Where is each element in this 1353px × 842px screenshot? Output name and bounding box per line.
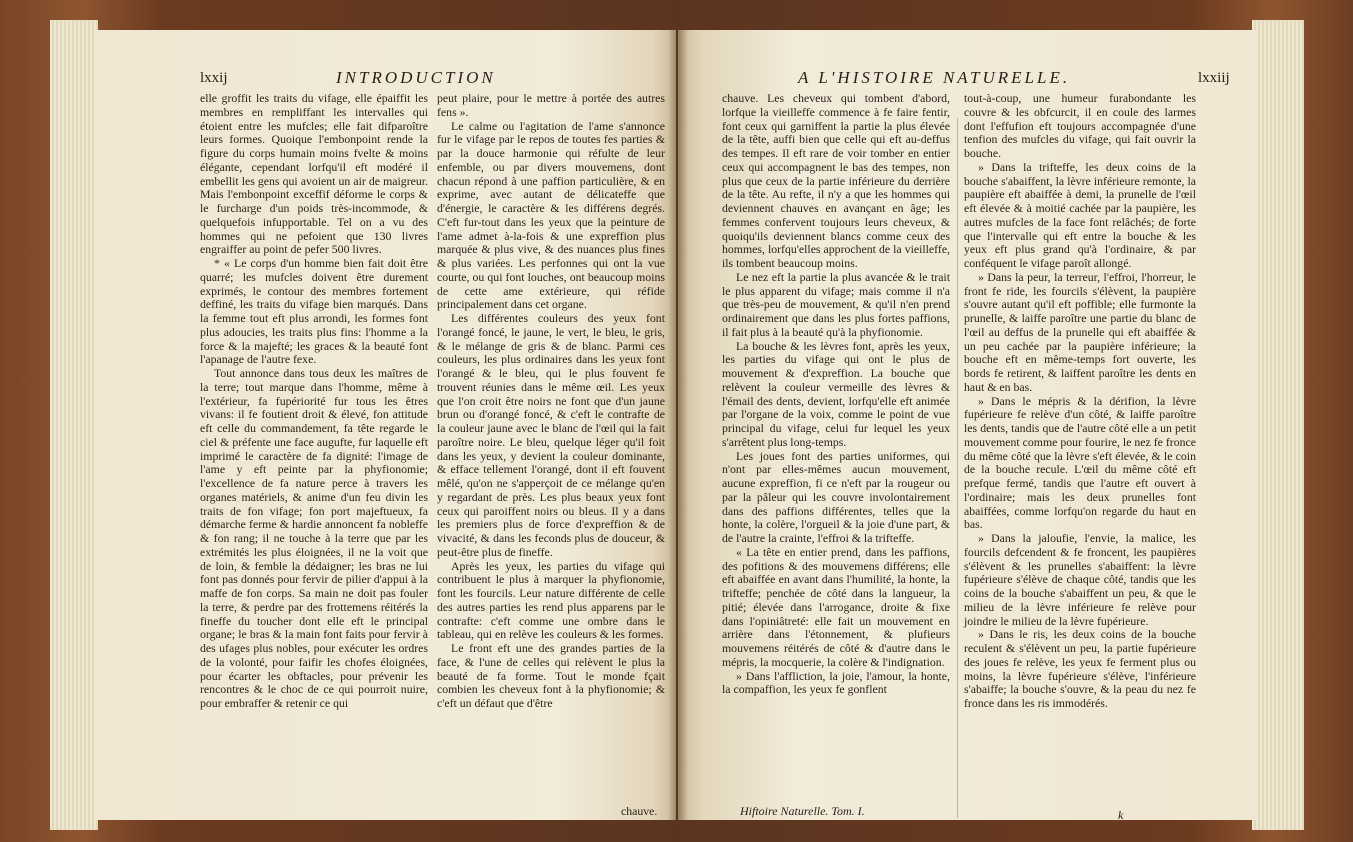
paragraph: * « Le corps d'un homme bien fait doit être quarré; les mufcles doivent être durement exprimés, le contour des membres fortement deffiné, les traits du vifage bien marqués. Dans la femme tout eft plus arrondi, les formes font plus adoucies, les traits plus fins: l'homme a la force & la majefté; les graces & la beauté font l'apanage de l'autre fexe. <box>200 256 428 367</box>
paragraph: » Dans la jaloufie, l'envie, la malice, les fourcils defcendent & fe froncent, les paupières s'élèvent & les prunelles s'abaiffent: la lèvre fupérieure s'élève de chaque côté, tandis que les coins de la bouche s'abaiffent un peu, & que le milieu de la lèvre inférieure fe relève pour joindre le milieu de la lèvre fupérieure. <box>964 531 1196 628</box>
paragraph: » Dans la peur, la terreur, l'effroi, l'horreur, le front fe ride, les fourcils s'élèvent, la paupière s'ouvre autant qu'il eft poffible; elle furmonte la prunelle, & laiffe paroître une partie du blanc de l'œil au deffus de la prunelle qui eft abaiffée & un peu cachée par la paupière inférieure; la bouche eft en même-temps fort ouverte, les bords fe retirent, & laiffent paroître les dents en haut & en bas. <box>964 269 1196 394</box>
left-running-head: INTRODUCTION <box>336 68 496 87</box>
page-edges-right <box>1252 20 1304 830</box>
left-column-1 <box>200 92 428 711</box>
right-folio: lxxiij <box>1198 70 1230 86</box>
column-rule <box>957 118 958 818</box>
paragraph: » Dans le mépris & la dérifion, la lèvre fupérieure fe relève d'un côté, & laiffe paroître les dents, tandis que de l'autre côté elle a un petit mouvement comme pour fourire, le nez fe fronce du même côté que la lèvre s'eft élevée, & le coin de la bouche recule. L'œil du même côté eft prefque fermé, tandis que l'autre eft ouvert à l'ordinaire; mais les deux prunelles font abaiffées, comme lorfqu'on regarde du haut en bas. <box>964 393 1196 532</box>
paragraph: elle groffit les traits du vifage, elle épaiffit les membres en rempliffant les intervalles qui étoient entre les mufcles; elle fait difparoître leurs formes. Quoique l'embonpoint rende la figure du corps humain moins fvelte & moins élégante, cependant lorfqu'il eft modéré il embellit les gens qui avoient un air de maigreur. Mais l'embonpoint exceffif déforme le corps & le furcharge d'un poids très-incommode, & quelquefois infupportable. Tel on a vu des hommes qui ne pefoient que 130 livres engraiffer au point de pefer 500 livres. <box>200 91 428 257</box>
paragraph: Après les yeux, les parties du vifage qui contribuent le plus à marquer la phyfionomie, font les fourcils. Leur nature différente de celle des autres parties les rend plus apparens par le contrafte: c'eft comme une ombre dans le tableau, qui en relève les couleurs & les formes. <box>437 558 665 642</box>
right-column-2 <box>964 92 1196 711</box>
right-column-1 <box>722 92 950 697</box>
paragraph: Les différentes couleurs des yeux font l'orangé foncé, le jaune, le vert, le bleu, le gris, & le mélange de gris & de blanc. Parmi ces couleurs, les plus ordinaires dans les yeux font l'orangé & le bleu, qui le plus fouvent fe trouvent réunies dans le même œil. Les yeux que l'on croit être noirs ne font que d'un jaune brun ou d'orangé foncé, & c'eft le contrafte de la couleur jaune avec le blanc de l'œil qui la fait paroître noire. Le bleu, quelque léger qu'il foit dans les yeux, y devient la couleur dominante, & efface tellement l'orangé, dont il eft fouvent mêlé, qu'on ne s'apperçoit de ce mélange qu'en y regardant de près. Les plus beaux yeux font ceux qui paroiffent noirs ou bleus. Il y a dans les premiers plus de force d'expreffion & de vivacité, & dans les feconds plus de douceur, & peut-être plus de fineffe. <box>437 311 665 559</box>
left-column-2 <box>437 92 665 711</box>
paragraph: Les joues font des parties uniformes, qui n'ont par elles-mêmes aucun mouvement, aucune expreffion, fi ce n'eft par la rougeur ou par la pâleur qui les couvre involontairement dans des paffions différentes, telles que la honte, la colère, l'orgueil & la joie d'une part, & de l'autre la crainte, l'effroi & la trifteffe. <box>722 448 950 545</box>
page-edges-left <box>50 20 98 830</box>
catchword: chauve. <box>621 804 658 818</box>
left-page <box>96 30 676 820</box>
paragraph: tout-à-coup, une humeur furabondante les couvre & les obfcurcit, il en coule des larmes dont l'effufion eft toujours accompagnée d'une tenfion des mufcles du vifage, qui fait ouvrir la bouche. <box>964 91 1196 160</box>
paragraph: chauve. Les cheveux qui tombent d'abord, lorfque la vieilleffe commence à fe faire fentir, font ceux qui garniffent la partie la plus élevée de la tête, auffi bien que celle qui eft au-deffus des tempes. Il eft rare de voir tomber en entier ceux qui accompagnent le bas des tempes, non plus que ceux de la partie inférieure du derrière de la tête. Au refte, il n'y a que les hommes qui deviennent chauves en avançant en âge; les femmes confervent toujours leurs cheveux, & quoiqu'ils deviennent blancs comme ceux des hommes, lorfqu'elles approchent de la vieilleffe, ils tombent beaucoup moins. <box>722 91 950 270</box>
paragraph: Le front eft une des grandes parties de la face, & l'une de celles qui relèvent le plus la beauté de fa forme. Tout le monde fçait combien les cheveux font à la phyfionomie; & c'eft un défaut que d'être <box>437 641 665 710</box>
right-running-head: A L'HISTOIRE NATURELLE. <box>798 68 1071 87</box>
paragraph: » Dans la trifteffe, les deux coins de la bouche s'abaiffent, la lèvre inférieure remonte, la paupière eft abaiffée à demi, la prunelle de l'œil eft élevée & à moitié cachée par la paupière, les autres mufcles de la face font relâchés; de forte que l'intervalle qui eft entre la bouche & les yeux eft plus grand qu'à l'ordinaire, & par conféquent le vifage paroît allongé. <box>964 159 1196 270</box>
paragraph: Le calme ou l'agitation de l'ame s'annonce fur le vifage par le repos de toutes fes parties & par la douce harmonie qui réfulte de leur enfemble, ou par divers mouvemens, dont chacun répond à une paffion particulière, & en exprime, avec autant de délicateffe que d'énergie, le caractère & les différens degrés. C'eft fur-tout dans les yeux que la peinture de l'ame admet à-la-fois & une expreffion plus marquée & plus vive, & des nuances plus fines & plus variées. Les perfonnes qui ont la vue courte, ou qui font louches, ont beaucoup moins de cette ame extérieure, qui réfide principalement dans cet organe. <box>437 118 665 312</box>
signature-mark: k <box>1118 808 1124 820</box>
right-page <box>678 30 1256 820</box>
book-gutter <box>668 30 688 820</box>
paragraph: Tout annonce dans tous deux les maîtres de la terre; tout marque dans l'homme, même à l'extérieur, fa fupériorité fur tous les êtres vivans: il fe foutient droit & élevé, fon attitude eft celle du commandement, fa tête regarde le ciel & préfente une face augufte, fur laquelle eft imprimé le caractère de fa dignité: l'image de l'ame y eft peinte par la phyfionomie; l'excellence de fa nature perce à travers les organes matériels, & anime d'un feu divin les traits de fon vifage; fon port majeftueux, fa démarche ferme & hardie annoncent fa nobleffe & fon rang; il ne touche à la terre que par les extrémités les plus éloignées, il ne la voit que de loin, & femble la dédaigner; les bras ne lui font pas donnés pour fervir de pilier d'appui à la maffe de fon corps. Sa main ne doit pas fouler la terre, & perdre par des frottemens réitérés la fineffe du toucher dont elle eft le principal organe; le bras & la main font faits pour fervir à des ufages plus nobles, pour exécuter les ordres de la volonté, pour faifir les chofes éloignées, pour écarter les obftacles, pour prévenir les rencontres & le choc de ce qui pourroit nuire, pour embraffer & retenir ce qui <box>200 366 428 710</box>
paragraph: » Dans le ris, les deux coins de la bouche reculent & s'élèvent un peu, la partie fupérieure des joues fe relève, les yeux fe ferment plus ou moins, la lèvre fupérieure s'élève, l'inférieure s'abaiffe; la bouche s'ouvre, & la peau du nez fe fronce dans les ris immodérés. <box>964 627 1196 710</box>
paragraph: » Dans l'affliction, la joie, l'amour, la honte, la compaffion, les yeux fe gonflent <box>722 668 950 697</box>
page-footer: Hiftoire Naturelle. Tom. I. <box>740 804 865 818</box>
paragraph: peut plaire, pour le mettre à portée des autres fens ». <box>437 91 665 119</box>
paragraph: Le nez eft la partie la plus avancée & le trait le plus apparent du vifage; mais comme il n'a que très-peu de mouvement, & qu'il n'en prend ordinairement que dans les plus fortes paffions, il fait plus à la beauté qu'à la phyfionomie. <box>722 269 950 339</box>
left-folio: lxxij <box>200 70 228 86</box>
paragraph: « La tête en entier prend, dans les paffions, des pofitions & des mouvemens différens; elle eft abaiffée en avant dans l'humilité, la honte, la trifteffe; penchée de côté dans la langueur, la pitié; élevée dans l'arrogance, droite & fixe dans l'opiniâtreté: elle fait un mouvement en arrière dans l'étonnement, & plufieurs mouvemens réitérés de côté & d'autre dans le mépris, la mocquerie, la colère & l'indignation. <box>722 544 950 669</box>
paragraph: La bouche & les lèvres font, après les yeux, les parties du vifage qui ont le plus de mouvement & d'expreffion. La bouche que relèvent la couleur vermeille des lèvres & l'émail des dents, devient, lorfqu'elle eft animée par l'organe de la voix, comme le point de vue principal du vifage, celui fur lequel les yeux s'arrêtent plus long-temps. <box>722 338 950 449</box>
